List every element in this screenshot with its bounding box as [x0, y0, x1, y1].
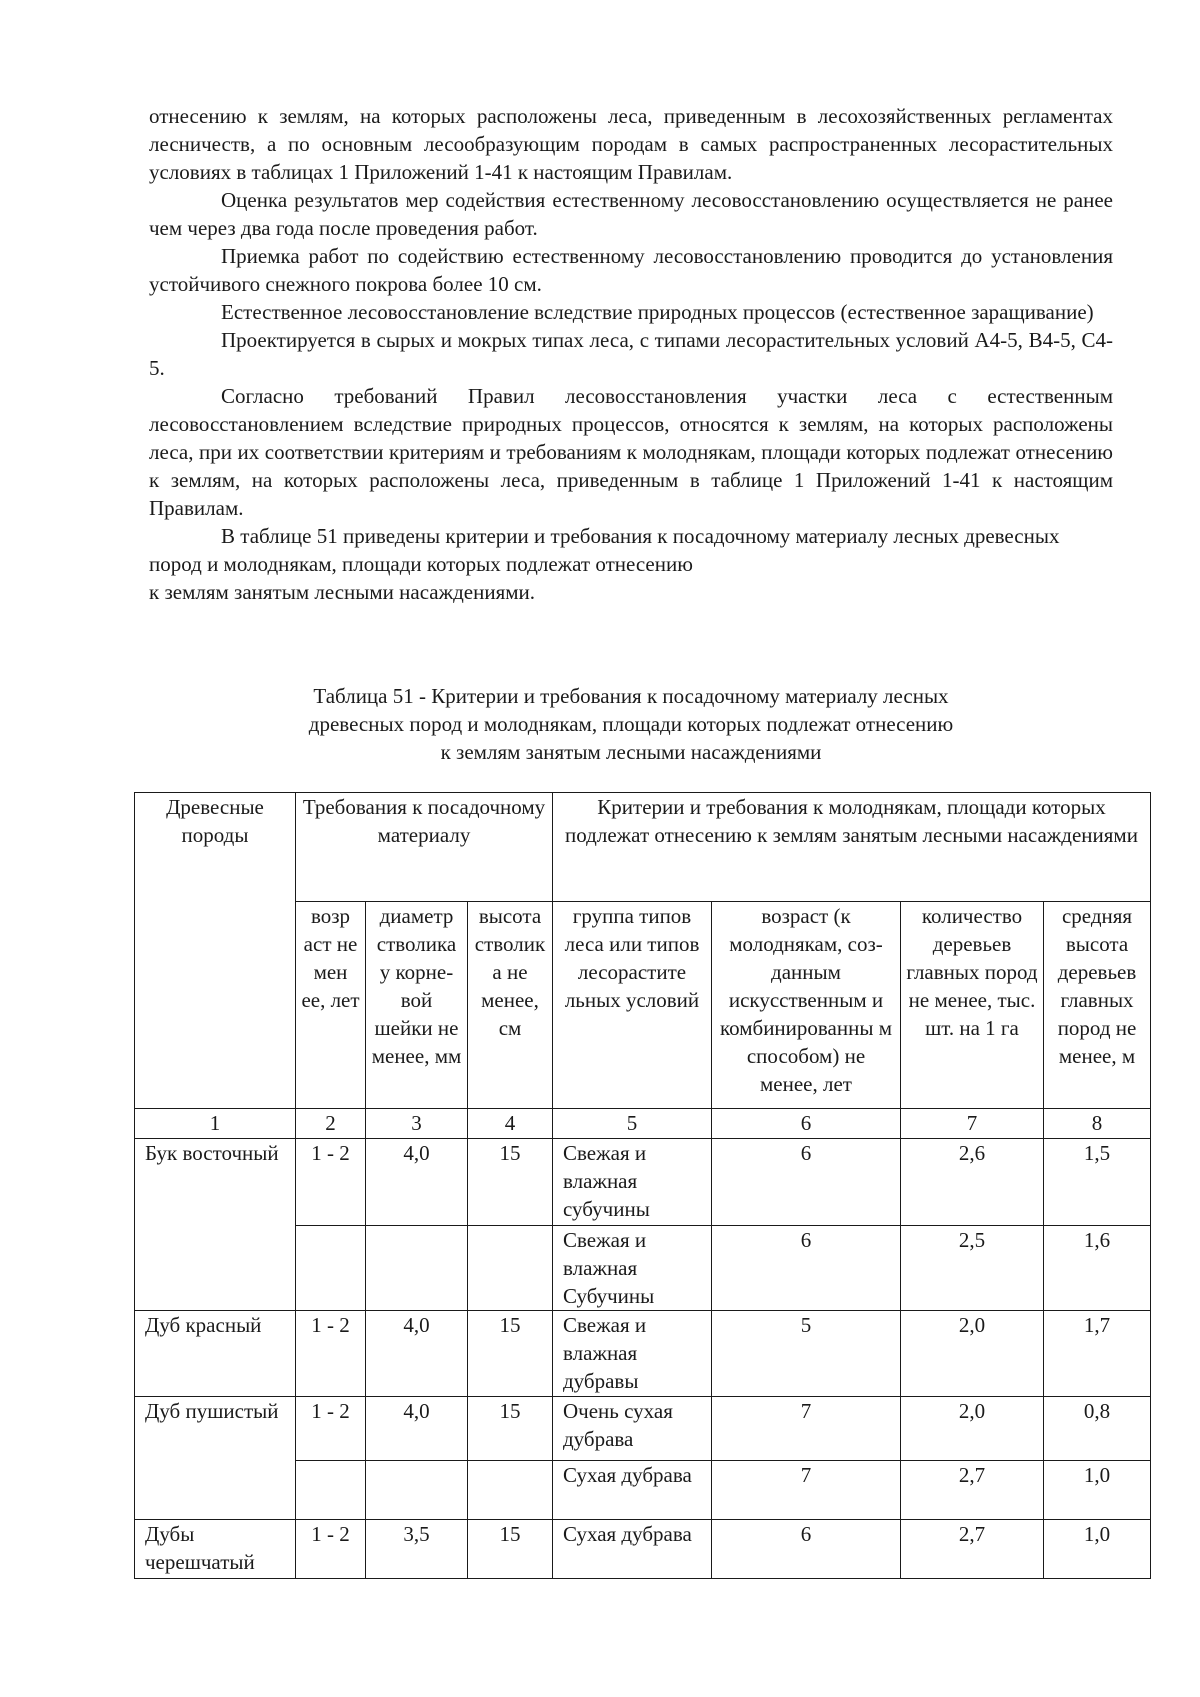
- species-cell: Бук восточный: [135, 1139, 296, 1311]
- age-cell: 1 - 2: [296, 1397, 366, 1461]
- avg-height-cell: 1,0: [1044, 1520, 1151, 1579]
- height-cell: 15: [468, 1397, 553, 1461]
- diameter-cell: 4,0: [366, 1311, 468, 1397]
- count-cell: 2,7: [901, 1461, 1044, 1520]
- caption-line: к землям занятым лесными насаждениями: [440, 740, 822, 764]
- header-row: [135, 793, 1151, 902]
- table-row: [135, 1397, 1151, 1461]
- column-number: 3: [366, 1109, 468, 1139]
- group-cell: Свежая и влажная Субучины: [553, 1226, 712, 1311]
- header-planting: Требования к посадочному материалу: [296, 793, 553, 902]
- age-cell: [296, 1461, 366, 1520]
- header-height: высота стволик а не менее, см: [468, 902, 553, 1109]
- young-age-cell: 6: [712, 1226, 901, 1311]
- header-group: группа типов леса или типов лесорастите льных условий: [553, 902, 712, 1109]
- height-cell: 15: [468, 1139, 553, 1226]
- header-diameter: диаметр стволика у корне-вой шейки не менее, мм: [366, 902, 468, 1109]
- table-row: [135, 1520, 1151, 1579]
- header-age: возр аст не мен ее, лет: [296, 902, 366, 1109]
- column-numbers-row: [135, 1109, 1151, 1139]
- height-cell: [468, 1461, 553, 1520]
- count-cell: 2,0: [901, 1311, 1044, 1397]
- group-cell: Свежая и влажная субучины: [553, 1139, 712, 1226]
- column-number: 8: [1044, 1109, 1151, 1139]
- caption-line: Таблица 51 - Критерии и требования к посадочному материалу лесных: [313, 684, 949, 708]
- paragraph: отнесению к землям, на которых расположены леса, приведенным в лесохозяйственных регламентах лесничеств, а по основным лесообразующим породам в самых распространенных лесорастительных условиях в таблицах 1 Приложений 1-41 к настоящим Правилам.: [149, 104, 1113, 184]
- group-cell: Очень сухая дубрава: [553, 1397, 712, 1461]
- young-age-cell: 7: [712, 1461, 901, 1520]
- diameter-cell: [366, 1461, 468, 1520]
- species-cell: Дубы черешчатый: [135, 1520, 296, 1579]
- table-caption: [149, 682, 1113, 766]
- avg-height-cell: 1,0: [1044, 1461, 1151, 1520]
- body-text: [149, 102, 1113, 606]
- column-number: 5: [553, 1109, 712, 1139]
- column-number: 7: [901, 1109, 1044, 1139]
- count-cell: 2,6: [901, 1139, 1044, 1226]
- diameter-cell: 4,0: [366, 1397, 468, 1461]
- age-cell: 1 - 2: [296, 1139, 366, 1226]
- header-criteria: Критерии и требования к молоднякам, площади которых подлежат отнесению к землям занятым лесными насаждениями: [553, 793, 1151, 902]
- young-age-cell: 5: [712, 1311, 901, 1397]
- avg-height-cell: 1,7: [1044, 1311, 1151, 1397]
- table-row: [135, 1311, 1151, 1397]
- paragraph: к землям занятым лесными насаждениями.: [149, 580, 536, 604]
- young-age-cell: 6: [712, 1520, 901, 1579]
- age-cell: 1 - 2: [296, 1311, 366, 1397]
- diameter-cell: [366, 1226, 468, 1311]
- group-cell: Сухая дубрава: [553, 1520, 712, 1579]
- paragraph: Согласно требований Правил лесовосстановления участки леса с естественным лесовосстановлением вследствие природных процессов, относятся к землям, на которых расположены леса, при их соответствии критериям и требованиям к молоднякам, площади которых подлежат отнесению к землям, на которых расположены леса, приведенным в таблице 1 Приложений 1-41 к настоящим Правилам.: [149, 384, 1113, 520]
- paragraph: Оценка результатов мер содействия естественному лесовосстановлению осуществляется не ранее чем через два года после проведения работ.: [149, 188, 1113, 240]
- height-cell: [468, 1226, 553, 1311]
- group-cell: Свежая и влажная дубравы: [553, 1311, 712, 1397]
- column-number: 2: [296, 1109, 366, 1139]
- age-cell: [296, 1226, 366, 1311]
- species-cell: Дуб пушистый: [135, 1397, 296, 1520]
- age-cell: 1 - 2: [296, 1520, 366, 1579]
- header-young-age: возраст (к молоднякам, соз-данным искусственным и комбинированны м способом) не менее, лет: [712, 902, 901, 1109]
- header-species: Древесные породы: [135, 793, 296, 1109]
- paragraph: Естественное лесовосстановление вследствие природных процессов (естественное заращивание): [221, 300, 1094, 324]
- criteria-table: [134, 792, 1151, 1579]
- diameter-cell: 3,5: [366, 1520, 468, 1579]
- diameter-cell: 4,0: [366, 1139, 468, 1226]
- avg-height-cell: 1,5: [1044, 1139, 1151, 1226]
- species-cell: Дуб красный: [135, 1311, 296, 1397]
- group-cell: Сухая дубрава: [553, 1461, 712, 1520]
- header-count: количество деревьев главных пород не менее, тыс. шт. на 1 га: [901, 902, 1044, 1109]
- avg-height-cell: 1,6: [1044, 1226, 1151, 1311]
- count-cell: 2,5: [901, 1226, 1044, 1311]
- count-cell: 2,7: [901, 1520, 1044, 1579]
- caption-line: древесных пород и молоднякам, площади которых подлежат отнесению: [308, 712, 954, 736]
- paragraph: В таблице 51 приведены критерии и требования к посадочному материалу лесных древесных пород и молоднякам, площади которых подлежат отнесению: [149, 524, 1060, 576]
- header-avg-height: средняя высота деревьев главных пород не менее, м: [1044, 902, 1151, 1109]
- paragraph: Приемка работ по содействию естественному лесовосстановлению проводится до установления устойчивого снежного покрова более 10 см.: [149, 244, 1113, 296]
- table-row: [135, 1139, 1151, 1226]
- column-number: 6: [712, 1109, 901, 1139]
- count-cell: 2,0: [901, 1397, 1044, 1461]
- height-cell: 15: [468, 1311, 553, 1397]
- paragraph: Проектируется в сырых и мокрых типах леса, с типами лесорастительных условий А4-5, В4-5, С4-5.: [149, 328, 1113, 380]
- column-number: 4: [468, 1109, 553, 1139]
- avg-height-cell: 0,8: [1044, 1397, 1151, 1461]
- height-cell: 15: [468, 1520, 553, 1579]
- young-age-cell: 6: [712, 1139, 901, 1226]
- young-age-cell: 7: [712, 1397, 901, 1461]
- column-number: 1: [135, 1109, 296, 1139]
